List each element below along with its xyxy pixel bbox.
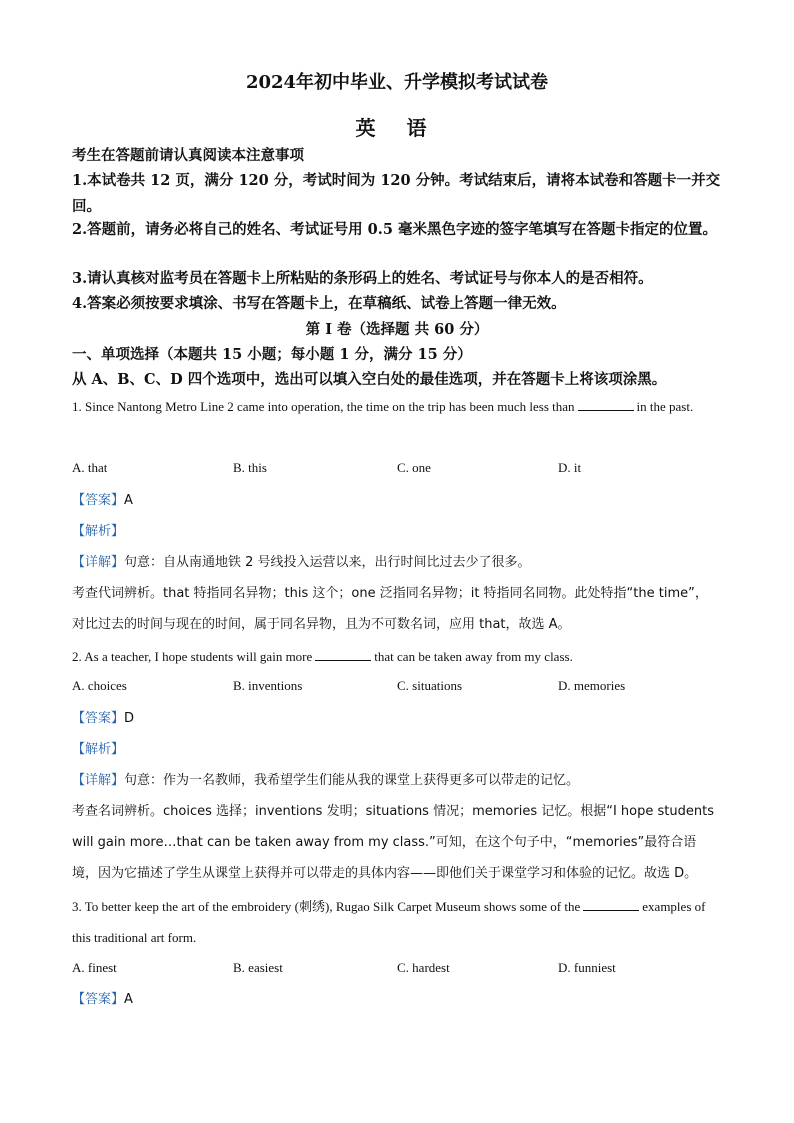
question-stem-text: 1. Since Nantong Metro Line 2 came into operation, the time on the trip has been much less than [72, 399, 575, 414]
part-title: 一、单项选择（本题共 15 小题；每小题 1 分，满分 15 分） [72, 346, 472, 363]
analysis-label: 【解析】 [72, 524, 125, 539]
option-row [72, 678, 722, 698]
subject-title: 英 语 [355, 116, 439, 140]
question-stem-text: 3. To better keep the art of the embroidery (刺绣), Rugao Silk Carpet Museum shows some of the [72, 899, 581, 914]
answer-line [72, 984, 722, 1015]
option-b: B. inventions [233, 678, 303, 693]
option-d: D. funniest [558, 960, 616, 975]
detail-label: 【详解】 [72, 555, 125, 570]
option-c: C. one [397, 460, 431, 475]
option-a: A. that [72, 460, 108, 475]
question-stem-text: in the past. [636, 399, 694, 414]
option-row [72, 960, 722, 980]
question-stem-text: examples of this traditional art form. [72, 899, 706, 945]
answer-blank [315, 648, 371, 661]
option-d: D. it [558, 460, 582, 475]
explanation-text: 考查名词辨析。choices 选择；inventions 发明；situations 情况；memories 记忆。根据“I hope students will gain more…that can be taken away from my class.”可知，在这个句子中，“memories”最符合语境，因为它描述了学生从课堂上获得并可以带走的具体内容——即他们关于课堂学习和体验的记忆。故选 D。 [72, 804, 714, 881]
analysis-line [72, 734, 722, 765]
answer-line [72, 703, 722, 734]
option-b: B. easiest [233, 960, 283, 975]
option-c: C. situations [397, 678, 463, 693]
answer-label: 【答案】 [72, 711, 125, 726]
answer-blank [578, 398, 634, 411]
answer-value: A [124, 992, 133, 1007]
section-title: 第 I 卷（选择题 共 60 分） [305, 321, 489, 338]
option-row [72, 460, 722, 480]
notice-item: 4.答案必须按要求填涂、书写在答题卡上，在草稿纸、试卷上答题一律无效。 [72, 295, 566, 312]
answer-label: 【答案】 [72, 493, 125, 508]
question-stem [72, 891, 717, 953]
answer-line [72, 485, 722, 516]
answer-value: A [124, 493, 133, 508]
analysis-label: 【解析】 [72, 742, 125, 757]
option-c: C. hardest [397, 960, 450, 975]
question-stem-text: that can be taken away from my class. [374, 649, 573, 664]
notice-item: 2.答题前，请务必将自己的姓名、考试证号用 0.5 毫米黑色字迹的签字笔填写在答题卡指定的位置。 [72, 221, 717, 238]
option-d: D. memories [558, 678, 626, 693]
option-a: A. finest [72, 960, 117, 975]
answer-value: D [124, 711, 135, 726]
notice-item: 3.请认真核对监考员在答题卡上所粘贴的条形码上的姓名、考试证号与你本人的是否相符。 [72, 270, 653, 287]
detail-label: 【详解】 [72, 773, 125, 788]
detail-text: 句意：自从南通地铁 2 号线投入运营以来，出行时间比过去少了很多。 [124, 555, 531, 570]
question-stem [72, 391, 717, 422]
answer-blank [583, 898, 639, 911]
answer-label: 【答案】 [72, 992, 125, 1007]
option-b: B. this [233, 460, 267, 475]
notice-heading: 考生在答题前请认真阅读本注意事项 [72, 147, 304, 164]
analysis-line [72, 516, 722, 547]
question-stem-text: 2. As a teacher, I hope students will gain more [72, 649, 313, 664]
question-stem [72, 641, 717, 672]
exam-title: 2024年初中毕业、升学模拟考试试卷 [245, 72, 549, 93]
option-a: A. choices [72, 678, 127, 693]
part-instruction: 从 A、B、C、D 四个选项中，选出可以填入空白处的最佳选项，并在答题卡上将该项涂黑。 [72, 371, 667, 388]
explanation-text: 考查代词辨析。that 特指同名异物；this 这个；one 泛指同名异物；it 特指同名同物。此处特指“the time”，对比过去的时间与现在的时间，属于同名异物，且为不可数名词，应用 that，故选 A。 [72, 586, 708, 632]
detail-line [72, 547, 722, 578]
detail-text: 句意：作为一名教师，我希望学生们能从我的课堂上获得更多可以带走的记忆。 [124, 773, 580, 788]
detail-line [72, 765, 722, 796]
notice-item: 1.本试卷共 12 页，满分 120 分，考试时间为 120 分钟。考试结束后，请将本试卷和答题卡一并交回。 [72, 172, 721, 215]
